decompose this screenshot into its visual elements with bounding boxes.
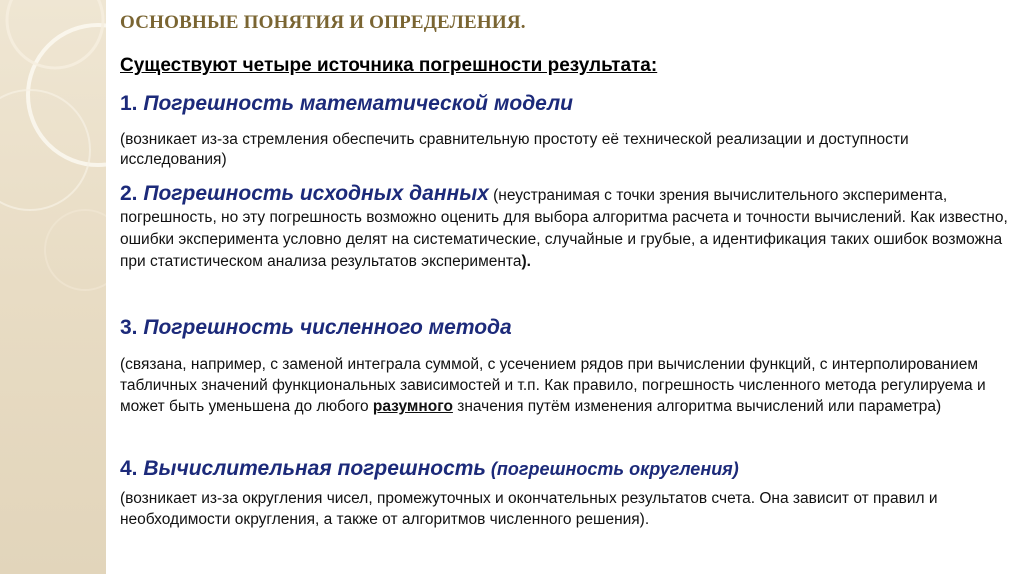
item-4-title: Вычислительная погрешность <box>143 457 486 480</box>
slide-content <box>106 0 1024 574</box>
item-3-emphasis: разумного <box>372 398 453 415</box>
item-3-title: Погрешность численного метода <box>143 316 512 339</box>
item-2-text-end: ). <box>521 253 531 270</box>
ring-decoration <box>0 0 106 574</box>
item-3-text <box>120 354 1010 417</box>
item-4-title-extra: (погрешность округления) <box>485 459 739 479</box>
item-4 <box>120 457 1010 481</box>
item-3-text-end: значения путём изменения алгоритма вычислений или параметра) <box>452 398 942 415</box>
item-4-heading <box>120 457 1010 481</box>
item-3-number: 3. <box>120 316 138 339</box>
item-3-text-start: (связана, например, с заменой интеграла суммой, с усечением рядов при вычислении функций, с интерполированием табличных значений функциональных зависимостей и т.п. Как правило, погрешность численного метода регулируема и может быть уменьшена до любого <box>120 356 986 415</box>
item-1-heading <box>120 92 1010 116</box>
item-2-number: 2. <box>120 182 138 205</box>
slide-title: ОСНОВНЫЕ ПОНЯТИЯ И ОПРЕДЕЛЕНИЯ. <box>120 12 526 33</box>
item-1-title: Погрешность математической модели <box>143 92 574 115</box>
decorative-sidebar <box>0 0 106 574</box>
item-4-number: 4. <box>120 457 138 480</box>
item-2-heading <box>120 182 489 205</box>
item-2-text: (неустранимая с точки зрения вычислительного эксперимента, погрешность, но эту погрешность возможно оценить для выбора алгоритма расчета и точности вычислений. Как известно, ошибки эксперимента условно делят на систематические, случайные и грубые, а идентификация таких ошибок возможна при статистическом анализа результатов эксперимента <box>120 187 1008 270</box>
item-1-number: 1. <box>120 92 138 115</box>
item-4-text: (возникает из-за округления чисел, промежуточных и окончательных результатов счета. Она зависит от правил и необходимости округления, а также от алгоритмов численного решения). <box>120 490 938 528</box>
item-2 <box>120 183 1010 273</box>
item-1-text: (возникает из-за стремления обеспечить сравнительную простоту её технической реализации и доступности исследования) <box>120 131 909 168</box>
intro-line: Существуют четыре источника погрешности результата: <box>120 55 658 76</box>
item-3-heading <box>120 316 1010 340</box>
item-2-title: Погрешность исходных данных <box>143 182 489 205</box>
item-3 <box>120 316 1010 340</box>
item-1 <box>120 92 1010 116</box>
